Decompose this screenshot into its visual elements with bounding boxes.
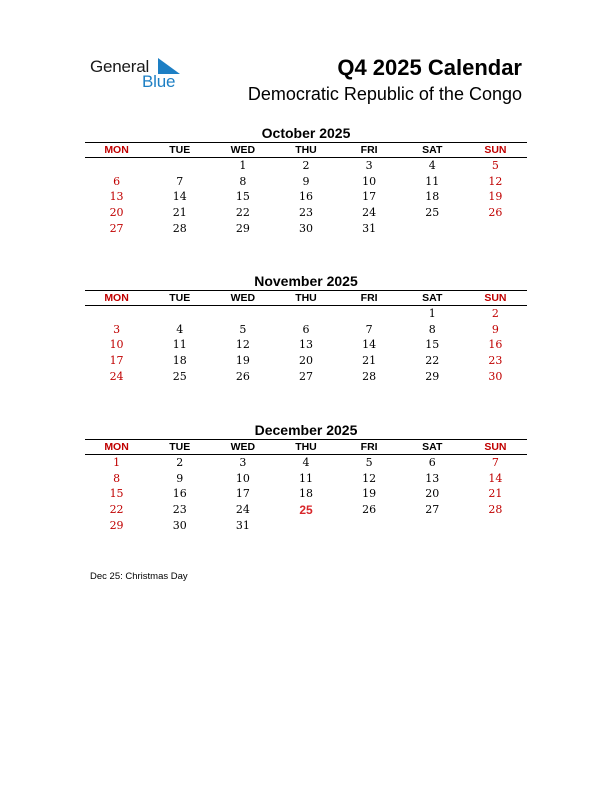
day-cell: 30 — [172, 518, 187, 532]
day-cell: 26 — [235, 369, 250, 383]
empty-day-cell — [274, 517, 337, 533]
day-cell: 18 — [298, 487, 313, 501]
empty-day-cell — [464, 517, 527, 533]
day-cell: 2 — [491, 307, 499, 321]
week-row — [85, 158, 527, 174]
weekday-header-wed: WED — [211, 440, 274, 455]
day-cell: 31 — [362, 221, 377, 235]
empty-day-cell — [211, 306, 274, 322]
holiday-notes — [90, 571, 188, 582]
day-cell: 22 — [425, 354, 440, 368]
weekday-header-mon: MON — [85, 291, 148, 306]
weekday-header-fri: FRI — [338, 440, 401, 455]
day-cell: 14 — [488, 471, 503, 485]
day-cell: 6 — [302, 322, 310, 336]
week-row — [85, 205, 527, 221]
day-cell: 16 — [488, 338, 503, 352]
day-cell: 19 — [235, 354, 250, 368]
day-cell: 9 — [176, 471, 184, 485]
week-row — [85, 455, 527, 471]
weekday-header-sun: SUN — [464, 440, 527, 455]
calendar-body — [85, 455, 527, 533]
empty-day-cell — [338, 306, 401, 322]
day-cell: 27 — [425, 503, 440, 517]
calendar-grid — [85, 439, 527, 533]
weekday-header-row — [85, 440, 527, 455]
day-cell: 28 — [172, 221, 187, 235]
day-cell: 1 — [113, 456, 121, 470]
weekday-header-row — [85, 291, 527, 306]
day-cell: 7 — [491, 456, 499, 470]
day-cell: 29 — [235, 221, 250, 235]
day-cell: 27 — [298, 369, 313, 383]
week-row — [85, 471, 527, 487]
day-cell: 23 — [488, 354, 503, 368]
month-december — [85, 421, 527, 533]
day-cell: 5 — [239, 322, 247, 336]
day-cell: 15 — [109, 487, 124, 501]
day-cell: 11 — [298, 471, 313, 485]
day-cell: 2 — [302, 159, 310, 173]
day-cell: 19 — [488, 190, 503, 204]
day-cell: 8 — [428, 322, 436, 336]
week-row — [85, 306, 527, 322]
day-cell: 29 — [109, 518, 124, 532]
weekday-header-row — [85, 143, 527, 158]
day-cell: 1 — [239, 159, 247, 173]
day-cell: 13 — [109, 190, 124, 204]
week-row — [85, 502, 527, 518]
day-cell: 7 — [176, 174, 184, 188]
logo-general-text: General — [90, 57, 150, 76]
week-row — [85, 189, 527, 205]
day-cell: 24 — [235, 503, 250, 517]
day-cell: 14 — [362, 338, 377, 352]
day-cell: 28 — [362, 369, 377, 383]
holiday-note: Dec 25: Christmas Day — [90, 571, 188, 582]
weekday-header-thu: THU — [274, 440, 337, 455]
day-cell: 30 — [298, 221, 313, 235]
day-cell: 12 — [235, 338, 250, 352]
day-cell: 21 — [172, 206, 187, 220]
day-cell: 9 — [302, 174, 310, 188]
month-title: October 2025 — [261, 125, 351, 141]
weekday-header-wed: WED — [211, 143, 274, 158]
day-cell: 26 — [488, 206, 503, 220]
week-row — [85, 322, 527, 338]
weekday-header-mon: MON — [85, 440, 148, 455]
weekday-header-tue: TUE — [148, 291, 211, 306]
day-cell: 7 — [365, 322, 373, 336]
day-cell: 12 — [488, 174, 503, 188]
day-cell: 6 — [428, 456, 436, 470]
day-cell: 27 — [109, 221, 124, 235]
day-cell: 23 — [298, 206, 313, 220]
week-row — [85, 220, 527, 236]
page-title: Q4 2025 Calendar — [337, 55, 522, 80]
day-cell: 17 — [362, 190, 377, 204]
day-cell: 25 — [425, 206, 440, 220]
day-cell: 25 — [172, 369, 187, 383]
day-cell: 16 — [172, 487, 187, 501]
day-cell: 20 — [298, 354, 313, 368]
day-cell: 28 — [488, 503, 503, 517]
weekday-header-sun: SUN — [464, 143, 527, 158]
weekday-header-sat: SAT — [401, 440, 464, 455]
day-cell: 4 — [302, 456, 310, 470]
month-title: December 2025 — [254, 422, 358, 438]
weekday-header-fri: FRI — [338, 143, 401, 158]
day-cell: 26 — [362, 503, 377, 517]
week-row — [85, 174, 527, 190]
week-row — [85, 353, 527, 369]
day-cell: 10 — [235, 471, 250, 485]
day-cell: 17 — [235, 487, 250, 501]
day-cell: 21 — [362, 354, 377, 368]
week-row — [85, 517, 527, 533]
day-cell: 3 — [113, 322, 121, 336]
day-cell: 14 — [172, 190, 187, 204]
day-cell: 18 — [425, 190, 440, 204]
day-cell: 13 — [298, 338, 313, 352]
day-cell: 10 — [109, 338, 124, 352]
weekday-header-mon: MON — [85, 143, 148, 158]
day-cell: 24 — [362, 206, 377, 220]
day-cell: 20 — [425, 487, 440, 501]
day-cell: 16 — [298, 190, 313, 204]
empty-day-cell — [401, 220, 464, 236]
day-cell: 30 — [488, 369, 503, 383]
day-cell: 10 — [362, 174, 377, 188]
empty-day-cell — [464, 220, 527, 236]
day-cell: 19 — [362, 487, 377, 501]
day-cell: 9 — [491, 322, 499, 336]
weekday-header-thu: THU — [274, 291, 337, 306]
day-cell: 3 — [365, 159, 373, 173]
month-november — [85, 272, 527, 384]
day-cell: 15 — [425, 338, 440, 352]
day-cell: 15 — [235, 190, 250, 204]
logo-blue-text: Blue — [142, 72, 176, 91]
weekday-header-fri: FRI — [338, 291, 401, 306]
day-cell: 8 — [113, 471, 121, 485]
day-cell: 21 — [488, 487, 503, 501]
day-cell: 20 — [109, 206, 124, 220]
day-cell: 5 — [365, 456, 373, 470]
week-row — [85, 368, 527, 384]
weekday-header-sun: SUN — [464, 291, 527, 306]
day-cell: 8 — [239, 174, 247, 188]
generalblue-logo — [90, 57, 200, 93]
day-cell: 11 — [172, 338, 187, 352]
empty-day-cell — [85, 306, 148, 322]
day-cell: 3 — [239, 456, 247, 470]
day-cell: 18 — [172, 354, 187, 368]
day-cell: 22 — [235, 206, 250, 220]
day-cell: 24 — [109, 369, 124, 383]
day-cell: 11 — [425, 174, 440, 188]
empty-day-cell — [148, 306, 211, 322]
day-cell: 6 — [113, 174, 121, 188]
calendar-grid — [85, 290, 527, 384]
empty-day-cell — [338, 517, 401, 533]
weekday-header-tue: TUE — [148, 440, 211, 455]
calendar-body — [85, 158, 527, 236]
day-cell: 31 — [235, 518, 250, 532]
month-october — [85, 124, 527, 236]
week-row — [85, 486, 527, 502]
weekday-header-thu: THU — [274, 143, 337, 158]
calendar-grid — [85, 142, 527, 236]
day-cell: 1 — [428, 307, 436, 321]
day-cell: 2 — [176, 456, 184, 470]
day-cell: 25 — [299, 502, 313, 517]
day-cell: 5 — [491, 159, 499, 173]
day-cell: 22 — [109, 503, 124, 517]
day-cell: 4 — [176, 322, 184, 336]
calendar-body — [85, 306, 527, 384]
weekday-header-sat: SAT — [401, 143, 464, 158]
weekday-header-sat: SAT — [401, 291, 464, 306]
empty-day-cell — [85, 158, 148, 174]
day-cell: 12 — [362, 471, 377, 485]
day-cell: 23 — [172, 503, 187, 517]
month-title: November 2025 — [254, 273, 358, 289]
day-cell: 13 — [425, 471, 440, 485]
weekday-header-tue: TUE — [148, 143, 211, 158]
empty-day-cell — [274, 306, 337, 322]
day-cell: 29 — [425, 369, 440, 383]
empty-day-cell — [148, 158, 211, 174]
empty-day-cell — [401, 517, 464, 533]
day-cell: 4 — [428, 159, 436, 173]
weekday-header-wed: WED — [211, 291, 274, 306]
page-subtitle: Democratic Republic of the Congo — [247, 84, 522, 104]
week-row — [85, 337, 527, 353]
day-cell: 17 — [109, 354, 124, 368]
